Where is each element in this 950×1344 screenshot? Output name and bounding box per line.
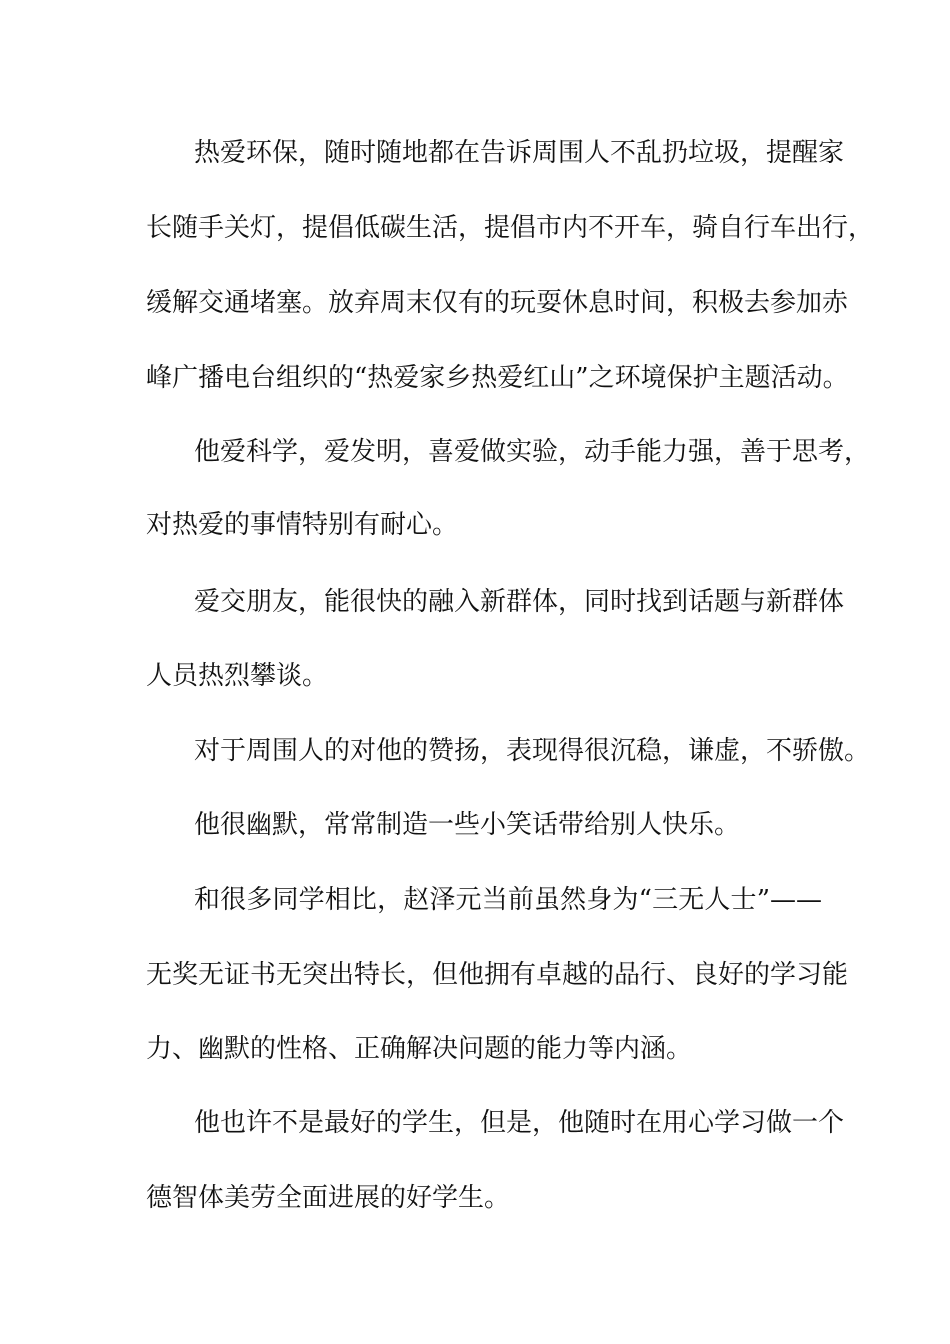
- paragraph-line: 力、幽默的性格、正确解决问题的能力等内涵。: [146, 1034, 693, 1064]
- paragraph-line: 峰广播电台组织的“热爱家乡热爱红山”之环境保护主题活动。: [146, 363, 849, 393]
- paragraph-line: 长随手关灯，提倡低碳生活，提倡市内不开车，骑自行车出行，: [146, 213, 875, 243]
- paragraph-line: 他很幽默，常常制造一些小笑话带给别人快乐。: [194, 810, 741, 840]
- paragraph-line: 德智体美劳全面进展的好学生。: [146, 1183, 511, 1213]
- paragraph-line: 对热爱的事情特别有耐心。: [146, 510, 459, 540]
- paragraph-line: 无奖无证书无突出特长，但他拥有卓越的品行、良好的学习能: [146, 960, 849, 990]
- paragraph-line: 热爱环保，随时随地都在告诉周围人不乱扔垃圾，提醒家: [194, 138, 845, 168]
- paragraph-line: 缓解交通堵塞。放弃周末仅有的玩耍休息时间，积极去参加赤: [146, 288, 849, 318]
- paragraph-line: 人员热烈攀谈。: [146, 661, 329, 691]
- paragraph-line: 他爱科学，爱发明，喜爱做实验，动手能力强，善于思考，: [194, 437, 871, 467]
- paragraph-line: 爱交朋友，能很快的融入新群体，同时找到话题与新群体: [194, 587, 845, 617]
- paragraph-line: 对于周围人的对他的赞扬，表现得很沉稳，谦虚，不骄傲。: [194, 736, 871, 766]
- paragraph-line: 和很多同学相比，赵泽元当前虽然身为“三无人士”——: [194, 885, 822, 915]
- paragraph-line: 他也许不是最好的学生，但是，他随时在用心学习做一个: [194, 1108, 845, 1138]
